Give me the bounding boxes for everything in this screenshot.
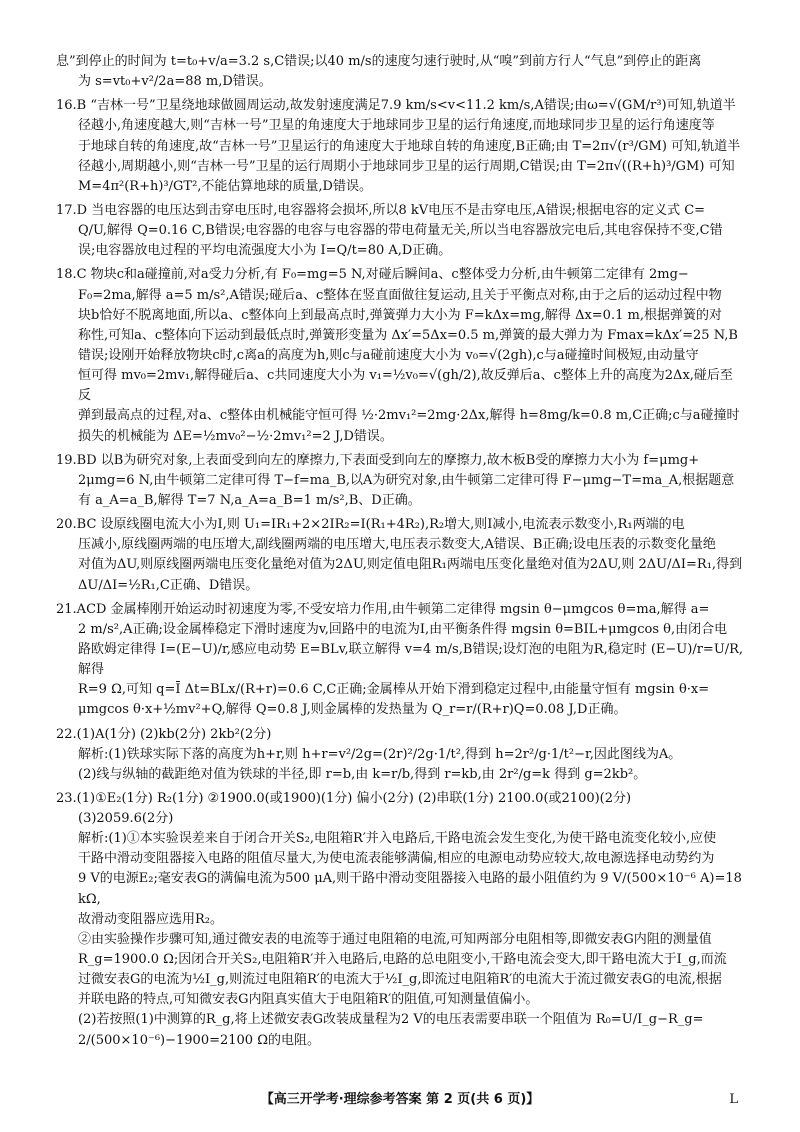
- answer-18: [56, 265, 744, 446]
- text-line: 径越小,周期越小,则“吉林一号”卫星的运行周期小于地球同步卫星的运行周期,C错误;由 T=2π√((R+h)³/GM) 可知: [78, 158, 735, 174]
- text-line: 2 m/s²,A正确;设金属棒稳定下滑时速度为v,回路中的电流为I,由平衡条件得 mgsin θ=BIL+μmgcos θ,由闭合电: [78, 621, 728, 637]
- text-line: 称性,可知a、c整体向下运动到最低点时,弹簧形变量为 Δx′=5Δx=0.5 m,弹簧的最大弹力为 Fmax=kΔx′=25 N,B: [78, 327, 738, 343]
- text-line: R_g=1900.0 Ω;因闭合开关S₂,电阻箱R′并入电路后,电路的总电阻变小,干路电流会变大,即干路电流大于I_g,而流: [78, 952, 727, 968]
- page-footer: 【高三开学考·理综参考答案 第 2 页(共 6 页)】: [260, 1092, 540, 1107]
- text-line: 故滑动变阻器应选用R₂。: [78, 911, 223, 927]
- text-line: 块b恰好不脱离地面,所以a、c整体向上到最高点时,弹簧弹力大小为 F=kΔx=mg,解得 Δx=0.1 m,根据弹簧的对: [78, 307, 722, 323]
- text-line: ΔU/ΔI=½R₁,C正确、D错误。: [78, 577, 259, 593]
- text-line: ②由实验操作步骤可知,通过微安表的电流等于通过电阻箱的电流,可知两部分电阻相等,即微安表G内阻的测量值: [78, 931, 712, 947]
- text-line: 恒可得 mv₀=2mv₁,解得碰后a、c共同速度大小为 v₁=½v₀=√(gh/2),故反弹后a、c整体上升的高度为2Δx,碰后至反: [78, 368, 733, 404]
- text-line: 22.(1)A(1分) (2)kb(2分) 2kb²(2分): [56, 726, 272, 742]
- text-line: 误;电容器放电过程的平均电流强度大小为 I=Q/t=80 A,D正确。: [78, 243, 452, 259]
- text-line: 18.C 物块c和a碰撞前,对a受力分析,有 F₀=mg=5 N,对碰后瞬间a、c整体受力分析,由牛顿第二定律有 2mg−: [56, 267, 689, 283]
- text-line: 17.D 当电容器的电压达到击穿电压时,电容器将会损坏,所以8 kV电压不是击穿电压,A错误;根据电容的定义式 C=: [56, 202, 706, 218]
- text-line: Q/U,解得 Q=0.16 C,B错误;电容器的电容与电容器的带电荷量无关,所以当电容器放完电后,其电容保持不变,C错: [78, 223, 723, 239]
- answer-20: [56, 515, 744, 596]
- intro-block: [56, 52, 744, 92]
- answer-19: [56, 451, 744, 511]
- text-line: 16.B “吉林一号”卫星绕地球做圆周运动,故发射速度满足7.9 km/s<v<11.2 km/s,A错误;由ω=√(GM/r³)可知,轨道半: [56, 98, 736, 114]
- text-line: 23.(1)①E₂(1分) R₂(1分) ②1900.0(或1900)(1分) 偏小(2分) (2)串联(1分) 2100.0(或2100)(2分): [56, 790, 632, 806]
- text-line: μmgcos θ·x+½mv²+Q,解得 Q=0.8 J,则金属棒的发热量为 Q_r=r/(R+r)Q=0.08 J,D正确。: [78, 702, 627, 718]
- text-line: 错误;设刚开始释放物块c时,c离a的高度为h,则c与a碰前速度大小为 v₀=√(2gh),c与a碰撞时间极短,由动量守: [78, 347, 699, 363]
- text-line: 损失的机械能为 ΔE=½mv₀²−½·2mv₁²=2 J,D错误。: [78, 428, 393, 444]
- text-line: 有 a_A=a_B,解得 T=7 N,a_A=a_B=1 m/s²,B、D正确。: [78, 492, 421, 508]
- text-line: 干路中滑动变阻器接入电路的阻值尽量大,为使电流表能够满偏,相应的电源电动势应较大,故电源选择电动势约为: [78, 851, 715, 867]
- text-line: 过微安表G的电流为½I_g,则流过电阻箱R′的电流大于½I_g,即流过电阻箱R′的电流大于流过微安表G的电流,根据: [78, 972, 722, 988]
- text-line: R=9 Ω,可知 q=Ī Δt=BLx/(R+r)=0.6 C,C正确;金属棒从开始下滑到稳定过程中,由能量守恒有 mgsin θ·x=: [78, 682, 710, 698]
- text-line: 径越小,角速度越大,则“吉林一号”卫星的角速度大于地球同步卫星的运行角速度,而地球同步卫星的运行角速度等: [78, 118, 715, 134]
- text-line: M=4π²(R+h)³/GT²,不能估算地球的质量,D错误。: [78, 178, 372, 194]
- text-line: 并联电路的特点,可知微安表G内阻真实值大于电阻箱R′的阻值,可知测量值偏小。: [78, 992, 539, 1008]
- text-line: 压减小,原线圈两端的电压增大,副线圈两端的电压增大,电压表示数变大,A错误、B正确;设电压表的示数变化量绝: [78, 537, 716, 553]
- answer-16: [56, 96, 744, 197]
- text-line: 2μmg=6 N,由牛顿第二定律可得 T−f=ma_B,以A为研究对象,由牛顿第二定律可得 F−μmg−T=ma_A,根据题意: [78, 472, 735, 488]
- text-line: 弹到最高点的过程,对a、c整体由机械能守恒可得 ½·2mv₁²=2mg·2Δx,解得 h=8mg/k=0.8 m,C正确;c与a碰撞时: [78, 408, 740, 424]
- text-line: (3)2059.6(2分): [78, 811, 174, 827]
- text-line: 于地球自转的角速度,故“吉林一号”卫星运行的角速度大于地球自转的角速度,B正确;由 T=2π√(r³/GM) 可知,轨道半: [78, 138, 741, 154]
- text-line: 2/(500×10⁻⁶)−1900=2100 Ω的电阻。: [78, 1032, 320, 1048]
- text-line: 20.BC 设原线圈电流大小为I,则 U₁=IR₁+2×2IR₂=I(R₁+4R₂),R₂增大,则I减小,电流表示数变小,R₁两端的电: [56, 517, 685, 533]
- text-line: 对值为ΔU,则原线圈两端电压变化量绝对值为2ΔU,则定值电阻R₁两端电压变化量绝对值为2ΔU,则 2ΔU/ΔI=R₁,得到: [78, 557, 743, 573]
- answer-21: [56, 600, 744, 721]
- answer-23: [56, 789, 744, 1051]
- text-line: (2)线与纵轴的截距绝对值为铁球的半径,即 r=b,由 k=r/b,得到 r=kb,由 2r²/g=k 得到 g=2kb²。: [78, 766, 647, 782]
- text-line: 为 s=vt₀+v²/2a=88 m,D错误。: [78, 74, 272, 90]
- text-line: 息”到停止的时间为 t=t₀+v/a=3.2 s,C错误;以40 m/s的速度匀速行驶时,从“嗅”到前方行人“气息”到停止的距离: [56, 54, 702, 69]
- text-line: 9 V的电源E₂;毫安表G的满偏电流为500 μA,则干路中滑动变阻器接入电路的最小阻值约为 9 V/(500×10⁻⁶ A)=18 kΩ,: [78, 871, 742, 907]
- answer-22: [56, 725, 744, 785]
- text-line: 19.BD 以B为研究对象,上表面受到向左的摩擦力,下表面受到向左的摩擦力,故木板B受的摩擦力大小为 f=μmg+: [56, 452, 700, 468]
- text-line: 路欧姆定律得 I=(E−U)/r,感应电动势 E=BLv,联立解得 v=4 m/s,B错误;设灯泡的电阻为R,稳定时 (E−U)/r=U/R,解得: [78, 641, 744, 678]
- text-line: 解析:(1)铁球实际下落的高度为h+r,则 h+r=v²/2g=(2r)²/2g·1/t²,得到 h=2r²/g·1/t²−r,因此图线为A。: [78, 746, 682, 762]
- text-line: 解析:(1)①本实验误差来自于闭合开关S₂,电阻箱R′并入电路后,干路电流会发生变化,为使干路电流变化较小,应使: [78, 831, 717, 847]
- text-line: 21.ACD 金属棒刚开始运动时初速度为零,不受安培力作用,由牛顿第二定律得 mgsin θ−μmgcos θ=ma,解得 a=: [56, 601, 710, 617]
- text-line: (2)若按照(1)中测算的R_g,将上述微安表G改装成量程为2 V的电压表需要串联一个阻值为 R₀=U/I_g−R_g=: [78, 1012, 704, 1028]
- text-line: F₀=2ma,解得 a=5 m/s²,A错误;碰后a、c整体在竖直面做往复运动,且关于平衡点对称,由于之后的运动过程中物: [78, 287, 722, 303]
- answer-17: [56, 201, 744, 261]
- corner-mark: L: [729, 1092, 738, 1107]
